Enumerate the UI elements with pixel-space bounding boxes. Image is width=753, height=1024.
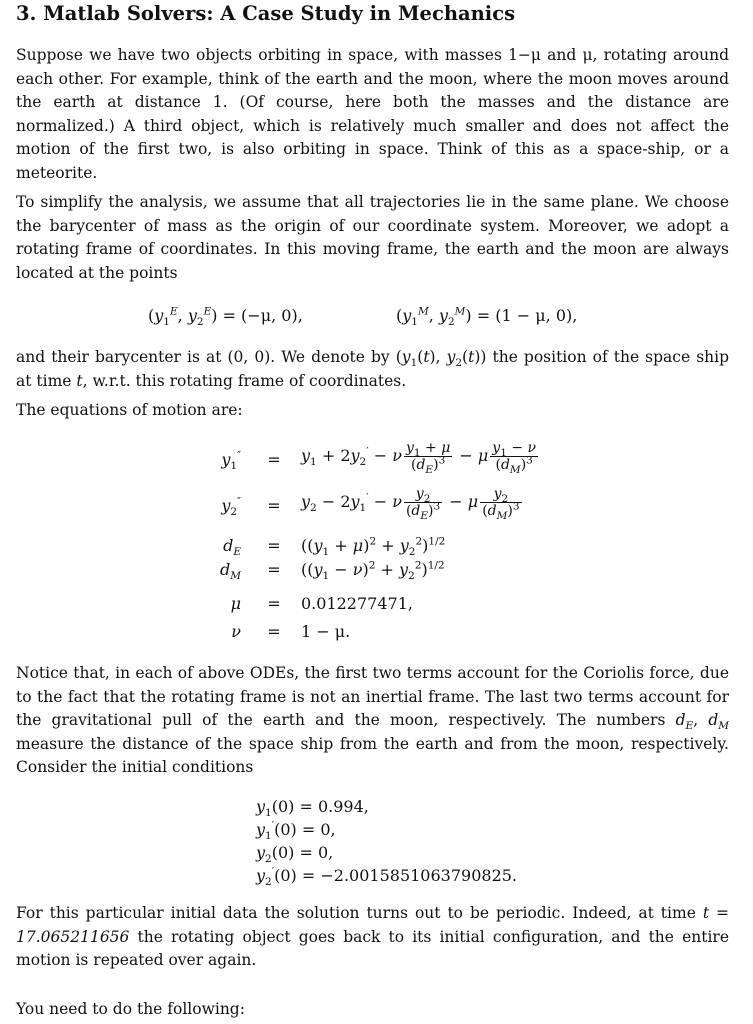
periodicity-paragraph: For this particular initial data the solution turns out to be periodic. Indeed, at time t = 17.065211656 the rotating object goes back to its initial configuration, and the entire motion is repeated over again. (16, 904, 729, 969)
state-definition-paragraph: and their barycenter is at (0, 0). We denote by ($y_1(t)$, $y_2(t)$) the position of the space ship at time t, w.r.t. this rotating frame of coordinates. (16, 348, 730, 390)
earth-position-value: = (−μ, 0), (222, 306, 303, 325)
intro-paragraph: Suppose we have two objects orbiting in space, with masses 1−μ and μ, rotating around each other. For example, think of the earth and the moon, where the moon moves around the earth at distance 1. (Of course, here both the masses and the distance are normalized.) A third object, which is relatively much smaller and does not affect the motion of the first two, is also orbiting in space. Think of this as a space-ship, or a meteorite. (16, 46, 729, 182)
coriolis-paragraph: Notice that, in each of above ODEs, the first two terms account for the Coriolis force, due to the fact that the rotating frame is not an inertial frame. The last two terms account for the gravitational pull of the earth and the moon, respectively. The numbers $d_E$, $d_M$ measure the distance of the space ship from the earth and from the moon, respectively. Consider the initial conditions (16, 664, 730, 776)
nu-value: 1 − μ. (301, 622, 351, 641)
assumptions-paragraph: To simplify the analysis, we assume that all trajectories lie in the same plane. We choose the barycenter of mass as the origin of our coordinate system. Moreover, we adopt a rotating frame of coordinates. In this moving frame, the earth and the moon are always located at the points (16, 193, 729, 282)
equation-mu: μ = 0.012277471, (230, 594, 413, 613)
earth-position-equation: ($y_1^E$, $y_2^E) = (-\mu$, 0), (148, 305, 303, 329)
moon-position-value: = (1 − μ, 0), (476, 306, 578, 325)
equation-nu: ν = 1 − μ. (231, 622, 351, 641)
equation-dE: $d_E$ = $((y_1 + \mu)^2 + y_2^2)^{1/2}$ (223, 535, 446, 559)
period-value: t = 17.065211656 (16, 904, 729, 946)
mu-value: 0.012277471, (301, 594, 413, 613)
equation-y1: $y_1''$ = $y_1 + 2y_2' - \nu$ $\frac{y_1 + \mu}{(d_E)^3}$ − μ $\frac{y_1 - \nu}{(d_M)^3}$ (221, 440, 537, 476)
tasks-intro: You need to do the following: (16, 1000, 245, 1018)
equation-dM: $d_M$ = $((y_1 - \nu)^2 + y_2^2)^{1/2}$ (219, 559, 445, 583)
equation-y2: $y_2''$ = $y_2 - 2y_1' - \nu$ $\frac{y_2}{(d_E)^3}$ − μ $\frac{y_2}{(d_M)^3}$ (221, 486, 520, 522)
equations-of-motion (16, 430, 729, 645)
ic-y1-prime: $y_1'(0) = 0$, (256, 819, 336, 843)
section-heading: 3. Matlab Solvers: A Case Study in Mechanics (16, 2, 516, 25)
moon-position-equation: ($y_1^M$, $y_2^M) = (1 - \mu$, 0), (396, 305, 578, 329)
ic-y2-prime: $y_2'(0) = -2.0015851063790825$. (256, 865, 518, 889)
ic-y1: $y_1(0) = 0.994$, (256, 797, 369, 820)
equations-intro: The equations of motion are: (16, 401, 243, 419)
ic-y2: $y_2(0) = 0$, (256, 843, 334, 866)
